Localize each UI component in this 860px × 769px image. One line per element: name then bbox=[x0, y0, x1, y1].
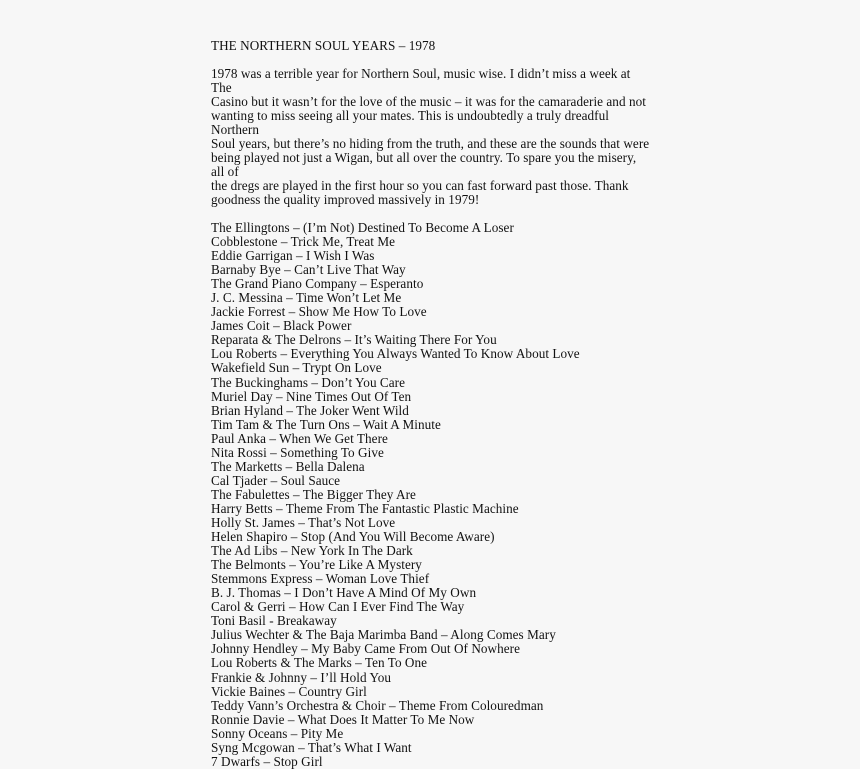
track-item: J. C. Messina – Time Won’t Let Me bbox=[211, 290, 402, 306]
track-item: Frankie & Johnny – I’ll Hold You bbox=[211, 669, 392, 685]
track-item: Cal Tjader – Soul Sauce bbox=[211, 472, 341, 488]
track-item: James Coit – Black Power bbox=[211, 318, 352, 334]
track-item: Teddy Vann’s Orchestra & Choir – Theme From Colouredman bbox=[211, 697, 544, 713]
track-item: Lou Roberts & The Marks – Ten To One bbox=[211, 655, 428, 671]
track-item: B. J. Thomas – I Don’t Have A Mind Of My Own bbox=[211, 585, 477, 601]
track-item: Ronnie Davie – What Does It Matter To Me Now bbox=[211, 711, 475, 727]
track-item: Sonny Oceans – Pity Me bbox=[211, 725, 344, 741]
track-item: The Fabulettes – The Bigger They Are bbox=[211, 486, 416, 502]
intro-line: goodness the quality improved massively in 1979! bbox=[211, 192, 480, 207]
intro-line: wanting to miss seeing all your mates. This is undoubtedly a truly dreadful Northern bbox=[211, 108, 609, 137]
document-title: THE NORTHERN SOUL YEARS – 1978 bbox=[211, 38, 436, 53]
intro-paragraph bbox=[211, 67, 651, 207]
track-item: Vickie Baines – Country Girl bbox=[211, 683, 367, 699]
track-item: The Marketts – Bella Dalena bbox=[211, 458, 365, 474]
intro-line: being played not just a Wigan, but all over the country. To spare you the misery, all of bbox=[211, 150, 637, 179]
track-item: Tim Tam & The Turn Ons – Wait A Minute bbox=[211, 416, 441, 432]
track-item: Harry Betts – Theme From The Fantastic Plastic Machine bbox=[211, 500, 519, 516]
track-item: Jackie Forrest – Show Me How To Love bbox=[211, 304, 427, 320]
intro-line: 1978 was a terrible year for Northern Soul, music wise. I didn’t miss a week at The bbox=[211, 66, 631, 95]
track-item: Helen Shapiro – Stop (And You Will Become Aware) bbox=[211, 529, 495, 545]
track-list bbox=[211, 221, 651, 769]
track-item: The Belmonts – You’re Like A Mystery bbox=[211, 557, 422, 573]
track-item: Carol & Gerri – How Can I Ever Find The Way bbox=[211, 599, 465, 615]
track-item: Wakefield Sun – Trypt On Love bbox=[211, 360, 382, 376]
track-item: Nita Rossi – Something To Give bbox=[211, 444, 384, 460]
track-item: The Ad Libs – New York In The Dark bbox=[211, 543, 413, 559]
track-item: Syng Mcgowan – That’s What I Want bbox=[211, 739, 412, 755]
track-item: The Grand Piano Company – Esperanto bbox=[211, 276, 424, 292]
track-item: Stemmons Express – Woman Love Thief bbox=[211, 571, 430, 587]
intro-line: Soul years, but there’s no hiding from the truth, and these are the sounds that were bbox=[211, 136, 650, 151]
track-item: 7 Dwarfs – Stop Girl bbox=[211, 753, 323, 769]
track-item: Toni Basil - Breakaway bbox=[211, 613, 337, 629]
intro-line: the dregs are played in the first hour so you can fast forward past those. Thank bbox=[211, 178, 629, 193]
track-item: Brian Hyland – The Joker Went Wild bbox=[211, 402, 409, 418]
track-item: Holly St. James – That’s Not Love bbox=[211, 514, 396, 530]
track-item: Eddie Garrigan – I Wish I Was bbox=[211, 248, 375, 264]
track-item: Julius Wechter & The Baja Marimba Band – Along Comes Mary bbox=[211, 627, 556, 643]
track-item: Reparata & The Delrons – It’s Waiting There For You bbox=[211, 332, 497, 348]
document-page bbox=[211, 39, 651, 769]
track-item: Cobblestone – Trick Me, Treat Me bbox=[211, 234, 396, 250]
track-item: Lou Roberts – Everything You Always Wanted To Know About Love bbox=[211, 346, 580, 362]
track-item: Barnaby Bye – Can’t Live That Way bbox=[211, 262, 406, 278]
track-item: Johnny Hendley – My Baby Came From Out Of Nowhere bbox=[211, 641, 521, 657]
track-item: The Ellingtons – (I’m Not) Destined To Become A Loser bbox=[211, 220, 514, 235]
intro-line: Casino but it wasn’t for the love of the music – it was for the camaraderie and not bbox=[211, 94, 646, 109]
track-item: The Buckinghams – Don’t You Care bbox=[211, 374, 406, 390]
track-item: Muriel Day – Nine Times Out Of Ten bbox=[211, 388, 412, 404]
track-item: Paul Anka – When We Get There bbox=[211, 430, 388, 446]
